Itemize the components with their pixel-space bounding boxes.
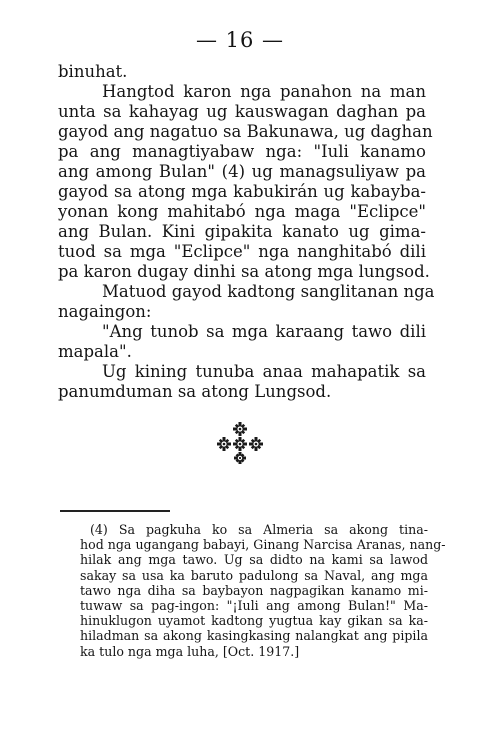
text-line: panumduman sa atong Lungsod. [58,382,332,401]
footnote-line: hod nga ugangang babayi, Ginang Narcisa Aranas, nang- [80,537,446,553]
text-line: binuhat. [58,62,128,81]
main-text [58,62,435,402]
text-line: pa ang managtiyabaw nga: "Iuli kanamo [58,142,426,161]
text-line: nagaingon: [58,302,152,321]
text-line: Ug kining tunuba anaa mahapatik sa [102,362,426,381]
floral-ornament-icon [212,420,268,464]
text-line: "Ang tunob sa mga karaang tawo dili [102,322,426,341]
footnote-line: hinuklugon uyamot kadtong yugtua kay gikan sa ka- [80,613,428,629]
text-line: ang Bulan. Kini gipakita kanato ug gima- [58,222,426,241]
footnote-line: tuwaw sa pag-ingon: "¡Iuli ang among Bulan!" Ma- [80,597,428,613]
footnote-line: ka tulo nga mga luha, [Oct. 1917.] [80,643,300,659]
footnote-line: (4) Sa pagkuha ko sa Almeria sa akong tina- [90,522,428,537]
footnote-line: hilak ang mga tawo. Ug sa didto na kami sa lawod [80,552,428,568]
text-line: tuod sa mga "Eclipce" nga nanghitabó dili [58,242,426,261]
text-line: gayod sa atong mga kabukirán ug kabayba- [58,182,426,201]
page-number: — 16 — [195,28,285,52]
text-line: gayod ang nagatuo sa Bakunawa, ug daghan [58,122,433,141]
text-line: yonan kong mahitabó nga maga "Eclipce" [58,202,426,221]
text-line: pa karon dugay dinhi sa atong mga lungsod. [58,262,430,281]
text-line: Matuod gayod kadtong sanglitanan nga [102,282,435,301]
footnote-line: hiladman sa akong kasingkasing nalangkat ang pipila [80,628,428,644]
text-line: mapala". [58,342,132,361]
footnote [80,522,446,659]
footnote-line: tawo nga diha sa baybayon nagpagikan kanamo mi- [80,582,428,598]
footnote-divider [60,510,170,512]
text-line: unta sa kahayag ug kauswagan daghan pa [58,102,426,121]
text-line: Hangtod karon nga panahon na man [102,82,426,101]
footnote-line: sakay sa usa ka baruto padulong sa Naval, ang mga [80,567,428,583]
text-line: ang among Bulan" (4) ug managsuliyaw pa [58,162,426,181]
